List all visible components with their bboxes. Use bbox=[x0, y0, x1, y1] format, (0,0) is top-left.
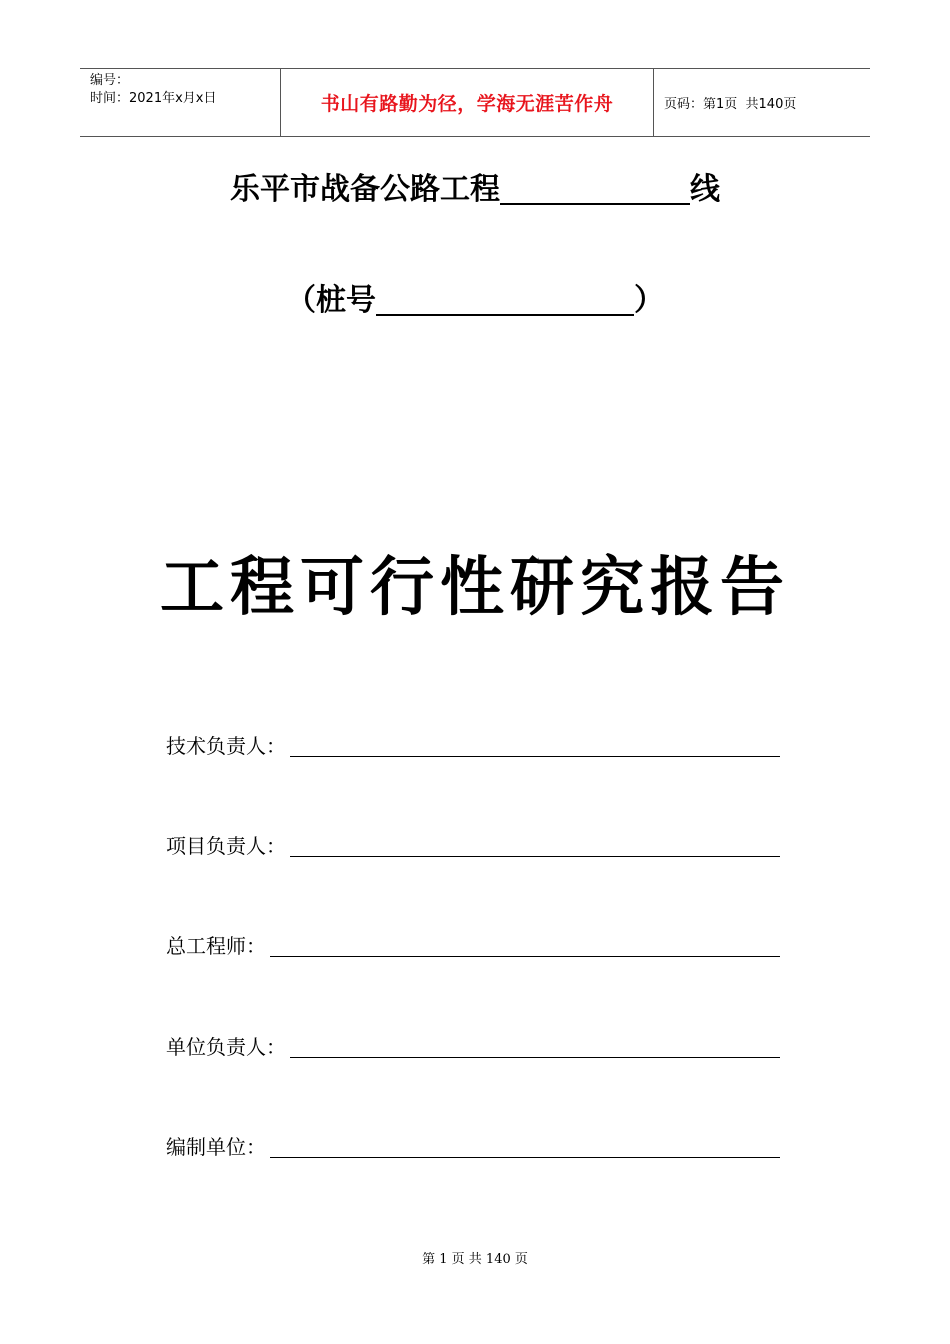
field-underline bbox=[290, 855, 780, 857]
field-project-lead bbox=[166, 830, 780, 859]
header-motto: 书山有路勤为径，学海无涯苦作舟 bbox=[281, 69, 654, 136]
field-underline bbox=[270, 955, 780, 957]
route-blank bbox=[500, 203, 690, 205]
field-label: 技术负责人： bbox=[166, 734, 286, 758]
field-label: 总工程师： bbox=[166, 934, 266, 958]
serial-label: 编号： bbox=[90, 73, 130, 88]
project-title-prefix: 乐平市战备公路工程 bbox=[230, 172, 500, 207]
field-underline bbox=[290, 755, 780, 757]
project-title-line bbox=[0, 164, 950, 208]
page-footer: 第 1 页 共 140 页 bbox=[422, 1252, 528, 1267]
page-header bbox=[80, 68, 870, 137]
field-unit-lead bbox=[166, 1031, 780, 1060]
field-compiling-unit bbox=[166, 1131, 780, 1160]
time-label: 时间：2021年x月x日 bbox=[90, 91, 217, 106]
stake-suffix: ） bbox=[634, 283, 664, 318]
header-page-info: 页码：第1页 共140页 bbox=[664, 97, 797, 112]
field-label: 项目负责人： bbox=[166, 834, 286, 858]
stake-number-line bbox=[0, 275, 950, 319]
field-underline bbox=[290, 1056, 780, 1058]
field-label: 编制单位： bbox=[166, 1135, 266, 1159]
project-title-suffix: 线 bbox=[690, 172, 720, 207]
field-chief-engineer bbox=[166, 930, 780, 959]
report-title: 工程可行性研究报告 bbox=[160, 550, 790, 625]
field-label: 单位负责人： bbox=[166, 1035, 286, 1059]
field-technical-lead bbox=[166, 730, 780, 759]
stake-prefix: （桩号 bbox=[286, 283, 376, 318]
field-underline bbox=[270, 1156, 780, 1158]
stake-blank bbox=[376, 314, 634, 316]
header-meta-cell bbox=[80, 69, 281, 136]
